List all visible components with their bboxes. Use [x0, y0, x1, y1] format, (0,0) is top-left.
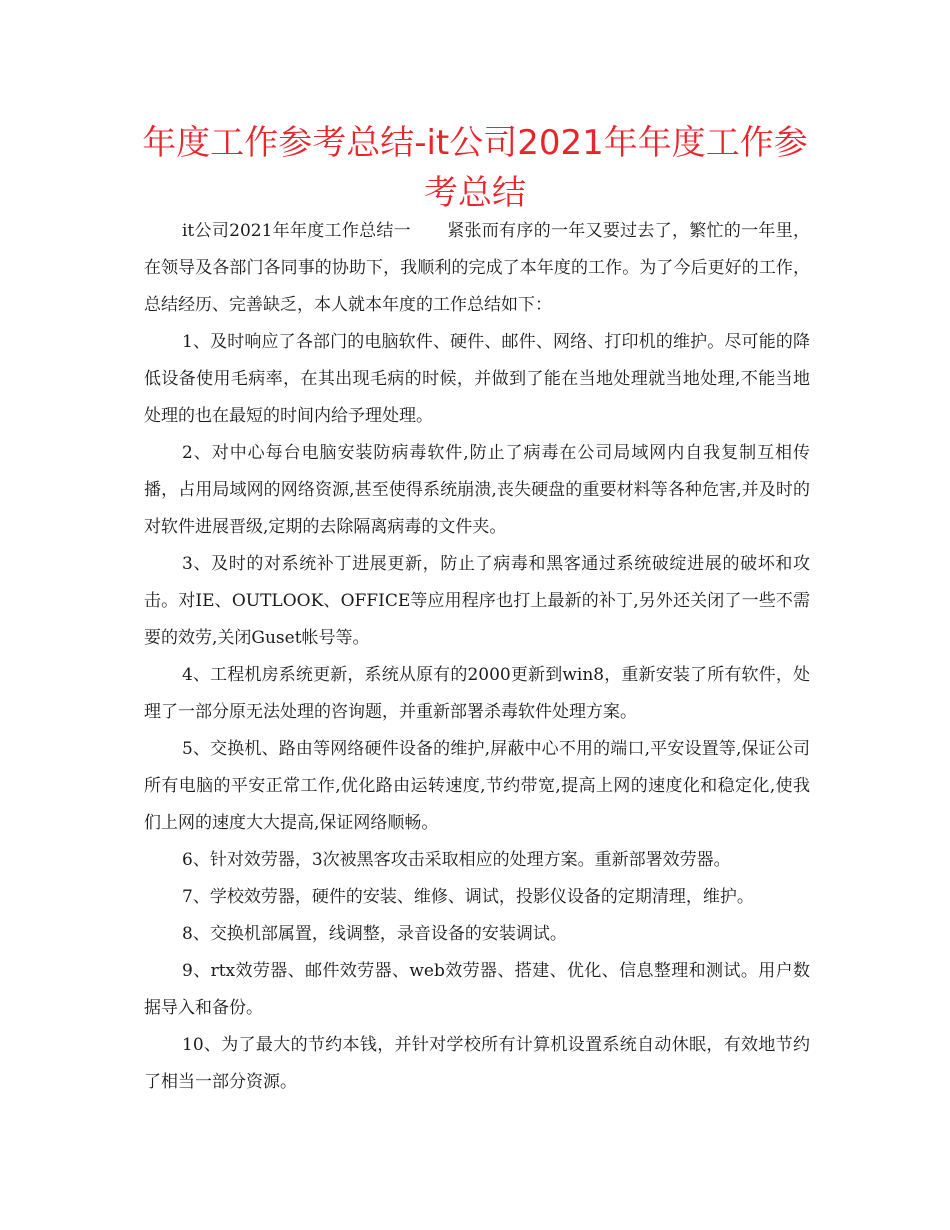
paragraph-7: 7、学校效劳器，硬件的安装、维修、调试，投影仪设备的定期清理，维护。	[182, 887, 754, 907]
intro-paragraph	[144, 213, 810, 324]
intro-text: 紧张而有序的一年又要过去了，繁忙的一年里，在领导及各部门各同事的协助下，我顺利的完成了本年度的工作。为了今后更好的工作，总结经历、完善缺乏，本人就本年度的工作总结如下：	[144, 221, 810, 315]
paragraph-3: 3、及时的对系统补丁进展更新，防止了病毒和黑客通过系统破绽进展的破坏和攻击。对IE、OUTLOOK、OFFICE等应用程序也打上最新的补丁,另外还关闭了一些不需要的效劳,关闭Guset帐号等。	[144, 554, 810, 648]
document-title: 年度工作参考总结-it公司2021年年度工作参考总结	[142, 123, 808, 213]
paragraph-4: 4、工程机房系统更新，系统从原有的2000更新到win8，重新安装了所有软件，处理了一部分原无法处理的咨询题，并重新部署杀毒软件处理方案。	[144, 665, 810, 722]
paragraph-6: 6、针对效劳器，3次被黑客攻击采取相应的处理方案。重新部署效劳器。	[182, 850, 731, 870]
document-body	[144, 213, 810, 1101]
paragraph-2: 2、对中心每台电脑安装防病毒软件,防止了病毒在公司局域网内自我复制互相传播，占用局域网的网络资源,甚至使得系统崩溃,丧失硬盘的重要材料等各种危害,并及时的对软件进展晋级,定期的去除隔离病毒的文件夹。	[144, 443, 810, 537]
intro-heading: it公司2021年年度工作总结一	[182, 221, 411, 241]
paragraph-10: 10、为了最大的节约本钱，并针对学校所有计算机设置系统自动休眠，有效地节约了相当一部分资源。	[144, 1035, 810, 1092]
paragraph-1: 1、及时响应了各部门的电脑软件、硬件、邮件、网络、打印机的维护。尽可能的降低设备使用毛病率，在其出现毛病的时候，并做到了能在当地处理就当地处理,不能当地处理的也在最短的时间内给予理处理。	[144, 332, 810, 426]
paragraph-5: 5、交换机、路由等网络硬件设备的维护,屏蔽中心不用的端口,平安设置等,保证公司所有电脑的平安正常工作,优化路由运转速度,节约带宽,提高上网的速度化和稳定化,使我们上网的速度大大提高,保证网络顺畅。	[144, 739, 810, 833]
paragraph-8: 8、交换机部属置，线调整，录音设备的安装调试。	[182, 924, 567, 944]
paragraph-9: 9、rtx效劳器、邮件效劳器、web效劳器、搭建、优化、信息整理和测试。用户数据导入和备份。	[144, 961, 810, 1018]
